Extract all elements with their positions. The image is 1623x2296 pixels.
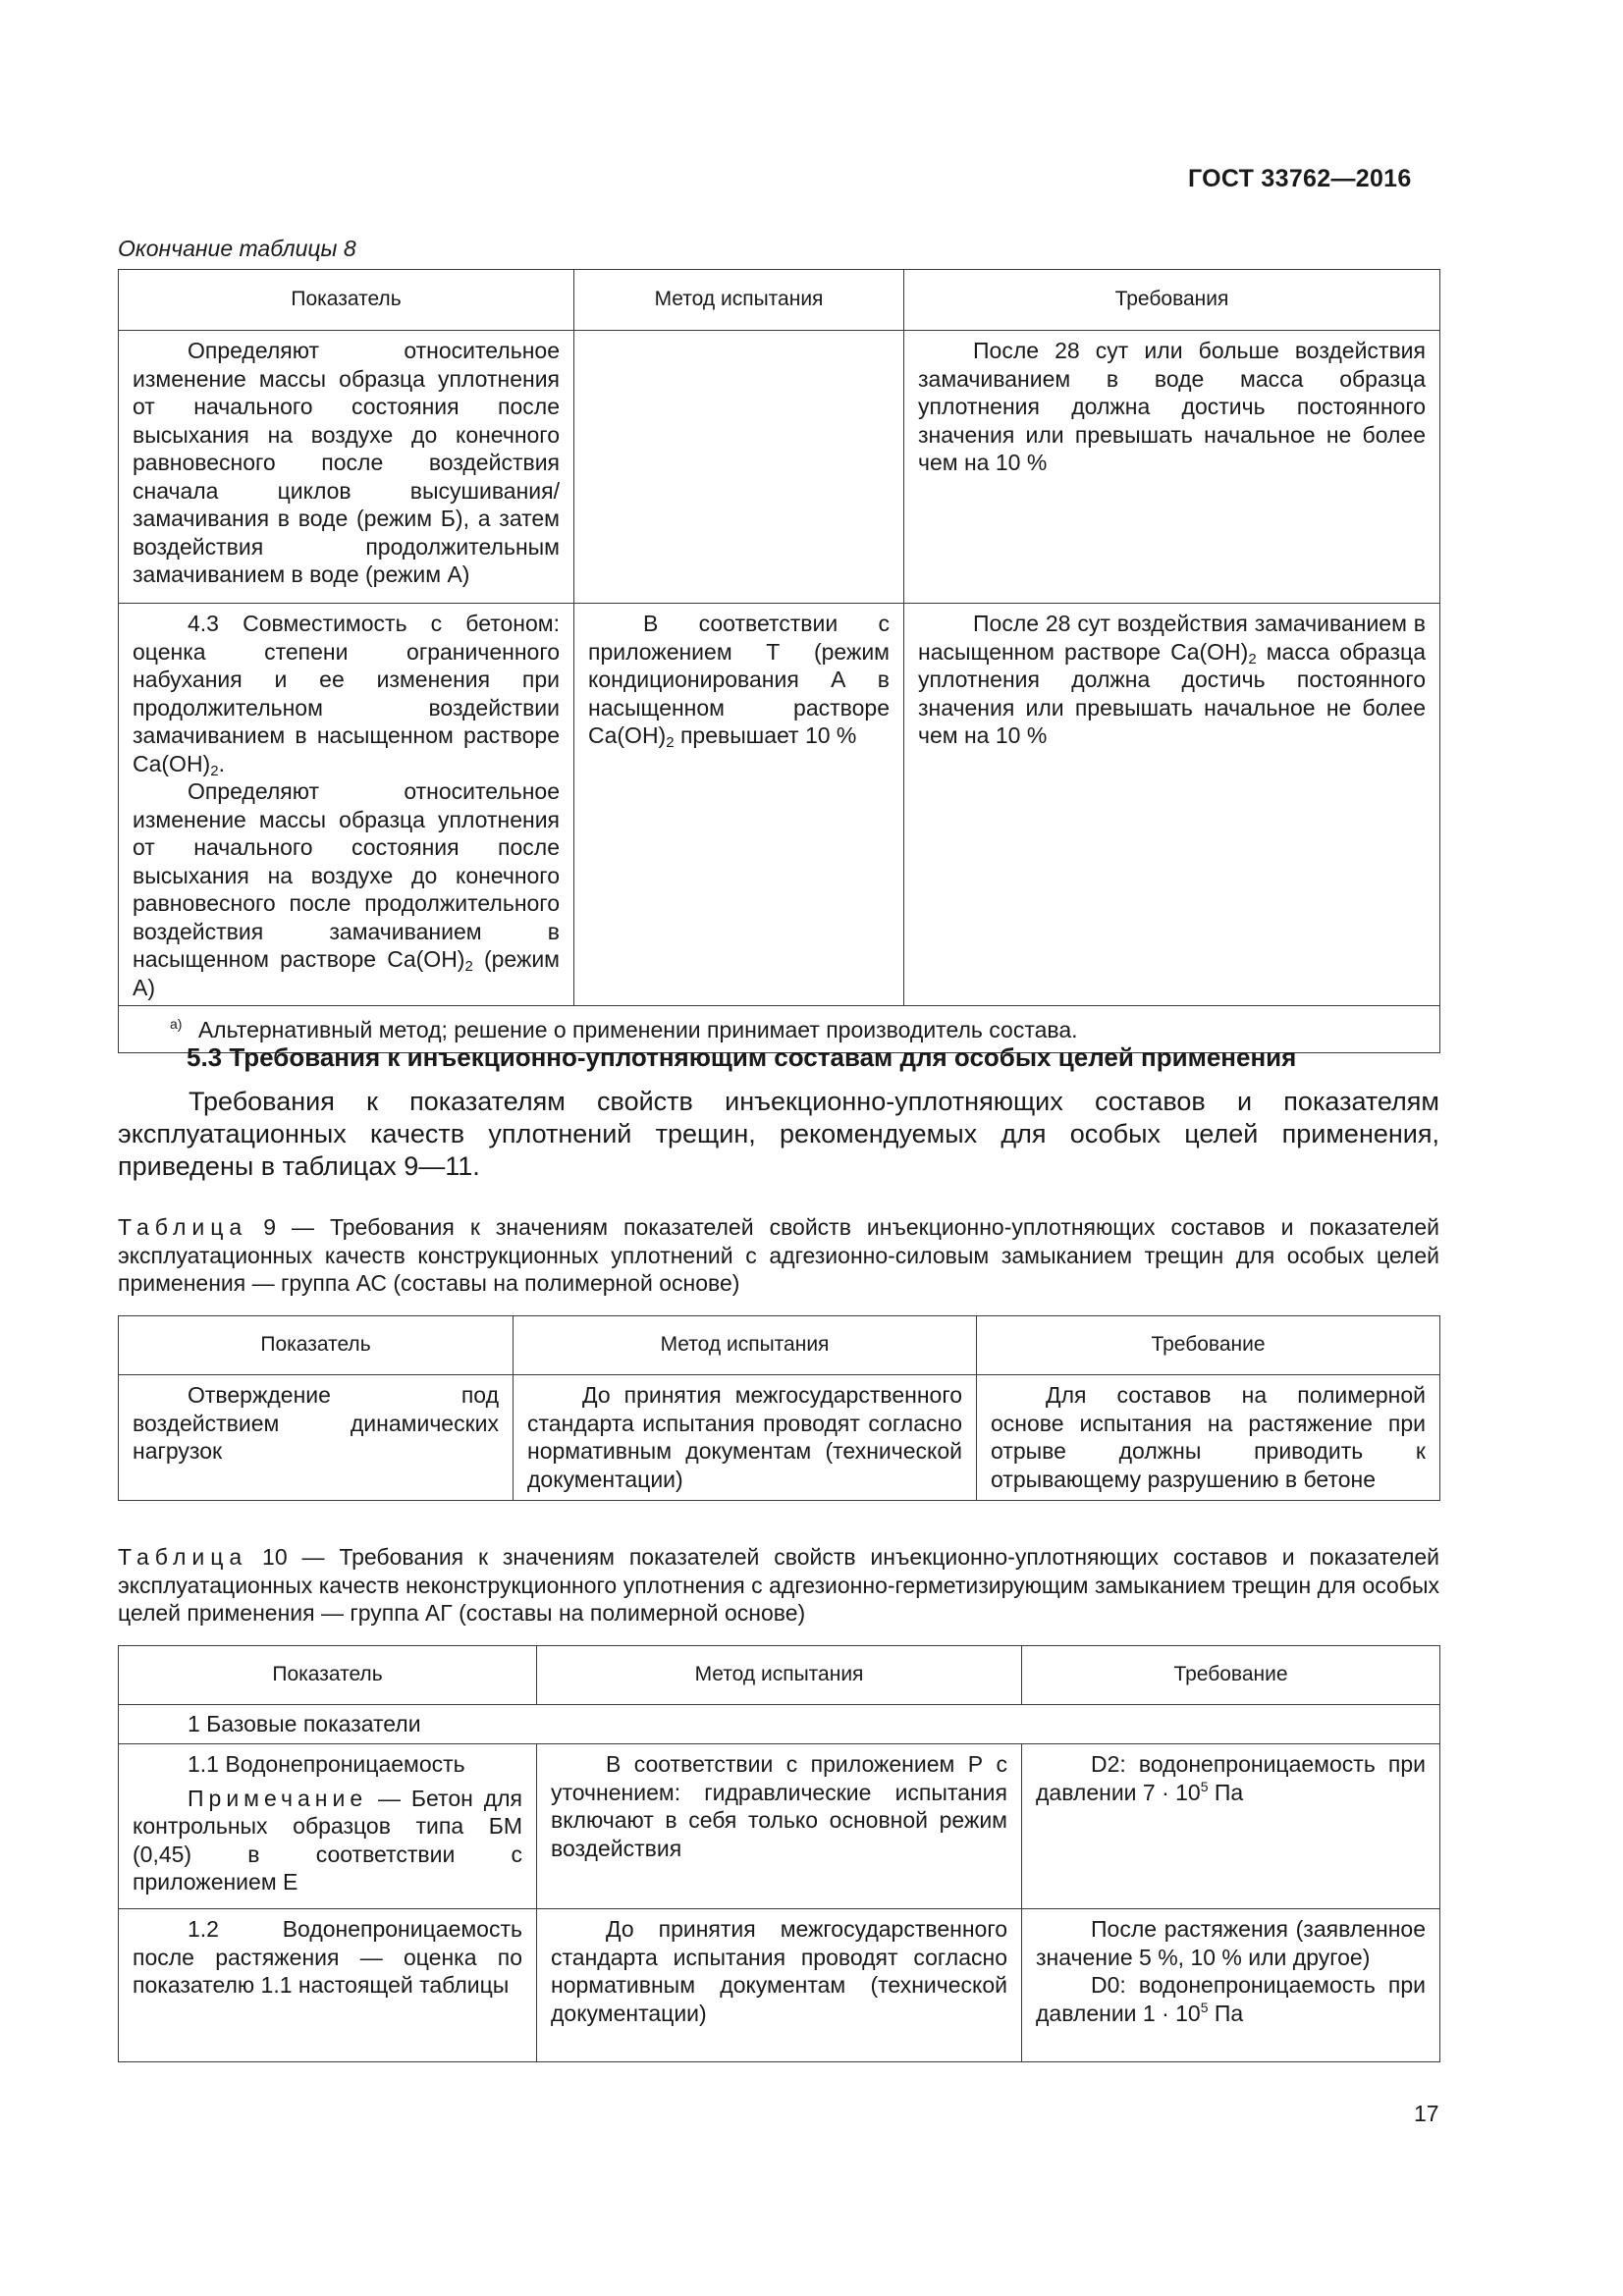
table-continuation-caption: Окончание таблицы 8 bbox=[118, 236, 356, 261]
requirement-cell bbox=[1022, 1909, 1440, 2062]
footnote-mark: а) bbox=[170, 1016, 183, 1033]
requirement-cell: D2: водонепроницаемость при давлении $7 \cdot 10^5$ Па bbox=[1022, 1744, 1440, 1909]
column-header: Показатель bbox=[119, 270, 574, 331]
column-header: Метод испытания bbox=[574, 270, 904, 331]
table-row bbox=[119, 1375, 1440, 1501]
method-cell bbox=[574, 331, 904, 604]
table-9 bbox=[118, 1315, 1440, 1501]
indicator-cell: Определяют относительное изменение массы образца уплотнения от начального состояния после высыхания на воздухе до конечного равновесного после воздействия сначала циклов высушивания/замачивания в воде (режим Б), а затем воздействия продолжительным замачиванием в воде (режим А) bbox=[119, 331, 574, 604]
footnote-text: Альтернативный метод; решение о применении принимает производитель состава. bbox=[197, 1017, 1078, 1043]
indicator-title: 1.1 Водонепроницаемость bbox=[188, 1751, 465, 1777]
requirement-cell: После 28 сут воздействия замачиванием в насыщенном растворе $Ca(OH)_2$ масса образца уплотнения должна достичь постоянного значения или превышать начальное не более чем на 10 % bbox=[904, 604, 1440, 1006]
indicator-paragraph: 4.3 Совместимость с бетоном: оценка степени ограниченного набухания и ее изменения при продолжительном воздействии замачиванием в насыщенном растворе $Ca(OH)_2$. bbox=[133, 611, 560, 779]
indicator-cell bbox=[119, 604, 574, 1006]
method-cell: До принятия межгосударственного стандарта испытания проводят согласно нормативным документам (технической документации) bbox=[537, 1909, 1022, 2062]
column-header: Метод испытания bbox=[514, 1316, 977, 1375]
table-row bbox=[119, 1744, 1440, 1909]
document-code: ГОСТ 33762—2016 bbox=[1188, 165, 1412, 192]
column-header: Показатель bbox=[119, 1646, 537, 1705]
table-row bbox=[119, 331, 1440, 604]
section-title: 5.3 Требования к инъекционно-уплотняющим составам для особых целей применения bbox=[187, 1042, 1297, 1072]
method-cell: До принятия межгосударственного стандарта испытания проводят согласно нормативным документам (технической документации) bbox=[514, 1375, 977, 1501]
indicator-note: Примечание — Бетон для контрольных образцов типа БМ (0,45) в соответствии с приложением Е bbox=[133, 1785, 522, 1895]
table-10 bbox=[118, 1645, 1440, 2062]
table-row bbox=[119, 604, 1440, 1006]
section-paragraph: Требования к показателям свойств инъекционно-уплотняющих составов и показателям эксплуатационных качеств уплотнений трещин, рекомендуемых для особых целей применения, приведены в таблицах 9—11. bbox=[118, 1087, 1439, 1181]
column-header: Требование bbox=[1022, 1646, 1440, 1705]
column-header: Требования bbox=[904, 270, 1440, 331]
requirement-cell: После 28 сут или больше воздействия замачиванием в воде масса образца уплотнения должна достичь постоянного значения или превышать начальное не более чем на 10 % bbox=[904, 331, 1440, 604]
indicator-cell: Отверждение под воздействием динамических нагрузок bbox=[119, 1375, 514, 1501]
indicator-cell: 1.2 Водонепроницаемость после растяжения — оценка по показателю 1.1 настоящей таблицы bbox=[119, 1909, 537, 2062]
page-number: 17 bbox=[1414, 2101, 1439, 2126]
column-header: Показатель bbox=[119, 1316, 514, 1375]
column-header: Требование bbox=[977, 1316, 1440, 1375]
requirement-cell: Для составов на полимерной основе испытания на растяжение при отрыве должны приводить к отрывающему разрушению в бетоне bbox=[977, 1375, 1440, 1501]
indicator-cell bbox=[119, 1744, 537, 1909]
table-row bbox=[119, 1909, 1440, 2062]
requirement-paragraph: D0: водонепроницаемость при давлении $1 \cdot 10^5$ Па bbox=[1036, 1972, 1426, 2026]
table-8-end bbox=[118, 269, 1440, 1053]
method-cell: В соответствии с приложением Р с уточнением: гидравлические испытания включают в себя только основной режим воздействия bbox=[537, 1744, 1022, 1909]
method-cell: В соответствии с приложением Т (режим кондиционирования А в насыщенном растворе $Ca(OH)_2$ превышает 10 % bbox=[574, 604, 904, 1006]
indicator-paragraph: Определяют относительное изменение массы образца уплотнения от начального состояния после высыхания на воздухе до конечного равновесного после продолжительного воздействия замачиванием в насыщенном растворе $Ca(OH)_2$ (режим А) bbox=[133, 778, 560, 1000]
table-9-caption: Таблица 9 — Требования к значениям показателей свойств инъекционно-уплотняющих составов и показателей эксплуатационных качеств конструкционных уплотнений с адгезионно-силовым замыканием трещин для особых целей применения — группа АС (составы на полимерной основе) bbox=[118, 1214, 1439, 1296]
column-header: Метод испытания bbox=[537, 1646, 1022, 1705]
requirement-paragraph: После растяжения (заявленное значение 5 %, 10 % или другое) bbox=[1036, 1916, 1426, 1970]
table-10-caption: Таблица 10 — Требования к значениям показателей свойств инъекционно-уплотняющих составов и показателей эксплуатационных качеств неконструкционного уплотнения с адгезионно-герметизирующим замыканием трещин для особых целей применения — группа АГ (составы на полимерной основе) bbox=[118, 1544, 1440, 1626]
group-row: 1 Базовые показатели bbox=[119, 1705, 1440, 1744]
